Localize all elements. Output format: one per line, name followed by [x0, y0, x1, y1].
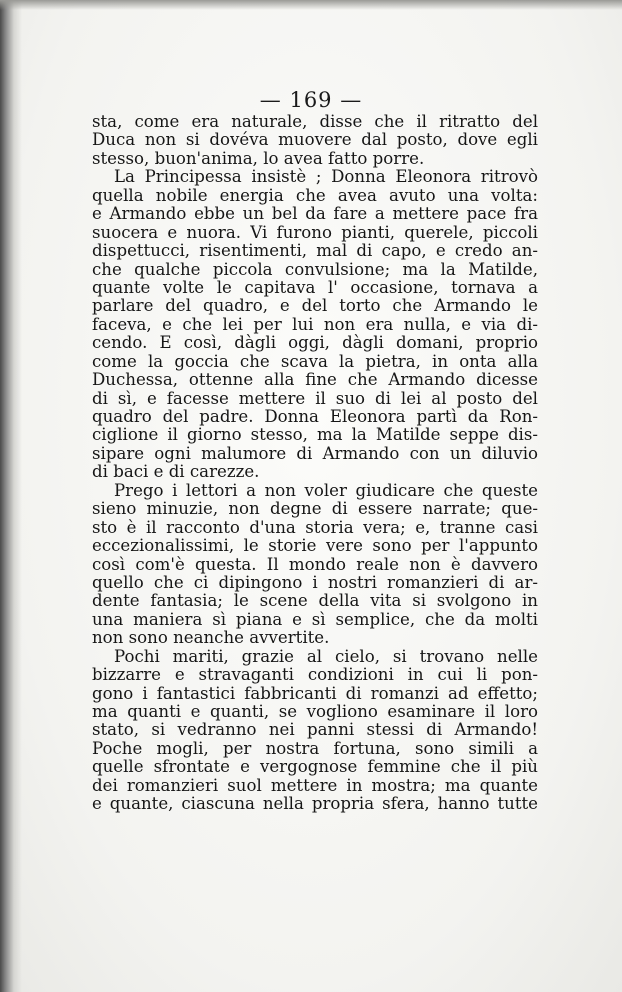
- text-line: ciglione il giorno stesso, ma la Matilde seppe dis-: [92, 425, 538, 445]
- text-line: quante volte le capitava l' occasione, tornava a: [92, 277, 538, 297]
- text-line: che qualche piccola convulsione; ma la Matilde,: [92, 259, 538, 279]
- text-line: come la goccia che scava la pietra, in onta alla: [92, 351, 538, 371]
- text-line: di baci e di carezze.: [92, 462, 260, 482]
- text-line: quelle sfrontate e vergognose femmine che il più: [92, 757, 538, 777]
- text-line: dispettucci, risentimenti, mal di capo, e credo an-: [92, 241, 538, 261]
- body-text: [92, 113, 538, 814]
- text-line: stato, si vedranno nei panni stessi di Armando!: [92, 720, 538, 740]
- text-line: così com'è questa. Il mondo reale non è davvero: [92, 554, 538, 574]
- text-line: parlare del quadro, e del torto che Armando le: [92, 296, 538, 316]
- text-line: una maniera sì piana e sì semplice, che da molti: [92, 609, 538, 629]
- text-line: e quante, ciascuna nella propria sfera, hanno tutte: [92, 794, 538, 814]
- top-edge-shadow: [0, 0, 622, 10]
- text-line: sieno minuzie, non degne di essere narrate; que-: [92, 499, 538, 519]
- text-line: suocera e nuora. Vi furono pianti, querele, piccoli: [92, 222, 538, 242]
- text-line: bizzarre e stravaganti condizioni in cui li pon-: [92, 665, 538, 685]
- text-line: sta, come era naturale, disse che il ritratto del: [92, 112, 538, 131]
- text-line: ma quanti e quanti, se vogliono esaminare il loro: [92, 702, 538, 721]
- text-line: faceva, e che lei per lui non era nulla, e via di-: [92, 314, 538, 334]
- text-line: non sono neanche avvertite.: [92, 628, 330, 648]
- text-line: e Armando ebbe un bel da fare a mettere pace fra: [92, 204, 538, 224]
- text-line: quella nobile energia che avea avuto una volta:: [92, 185, 538, 205]
- text-line: di sì, e facesse mettere il suo di lei al posto del: [92, 388, 538, 408]
- text-line: sipare ogni malumore di Armando con un diluvio: [92, 443, 538, 463]
- text-line: Duca non si dovéva muovere dal posto, dove egli: [92, 130, 538, 150]
- page-number: — 169 —: [259, 88, 363, 112]
- text-line: sto è il racconto d'una storia vera; e, tranne casi: [92, 517, 538, 537]
- binding-shadow: [0, 0, 22, 992]
- text-line: gono i fantastici fabbricanti di romanzi ad effetto;: [92, 683, 538, 703]
- text-line: quello che ci dipingono i nostri romanzieri di ar-: [92, 572, 538, 592]
- text-line: dei romanzieri suol mettere in mostra; ma quante: [92, 775, 538, 795]
- text-line: dente fantasia; le scene della vita si svolgono in: [92, 591, 538, 611]
- text-line: Pochi mariti, grazie al cielo, si trovano nelle: [114, 646, 538, 666]
- text-line: cendo. E così, dàgli oggi, dàgli domani, proprio: [92, 333, 538, 353]
- text-line: Poche mogli, per nostra fortuna, sono simili a: [92, 738, 538, 758]
- text-line: stesso, buon'anima, lo avea fatto porre.: [92, 148, 425, 168]
- text-line: Duchessa, ottenne alla fine che Armando dicesse: [92, 370, 538, 390]
- text-line: Prego i lettori a non voler giudicare che queste: [114, 480, 538, 500]
- text-line: eccezionalissimi, le storie vere sono per l'appunto: [92, 536, 538, 556]
- text-line: La Principessa insistè ; Donna Eleonora ritrovò: [114, 167, 538, 187]
- text-line: quadro del padre. Donna Eleonora partì da Ron-: [92, 407, 538, 426]
